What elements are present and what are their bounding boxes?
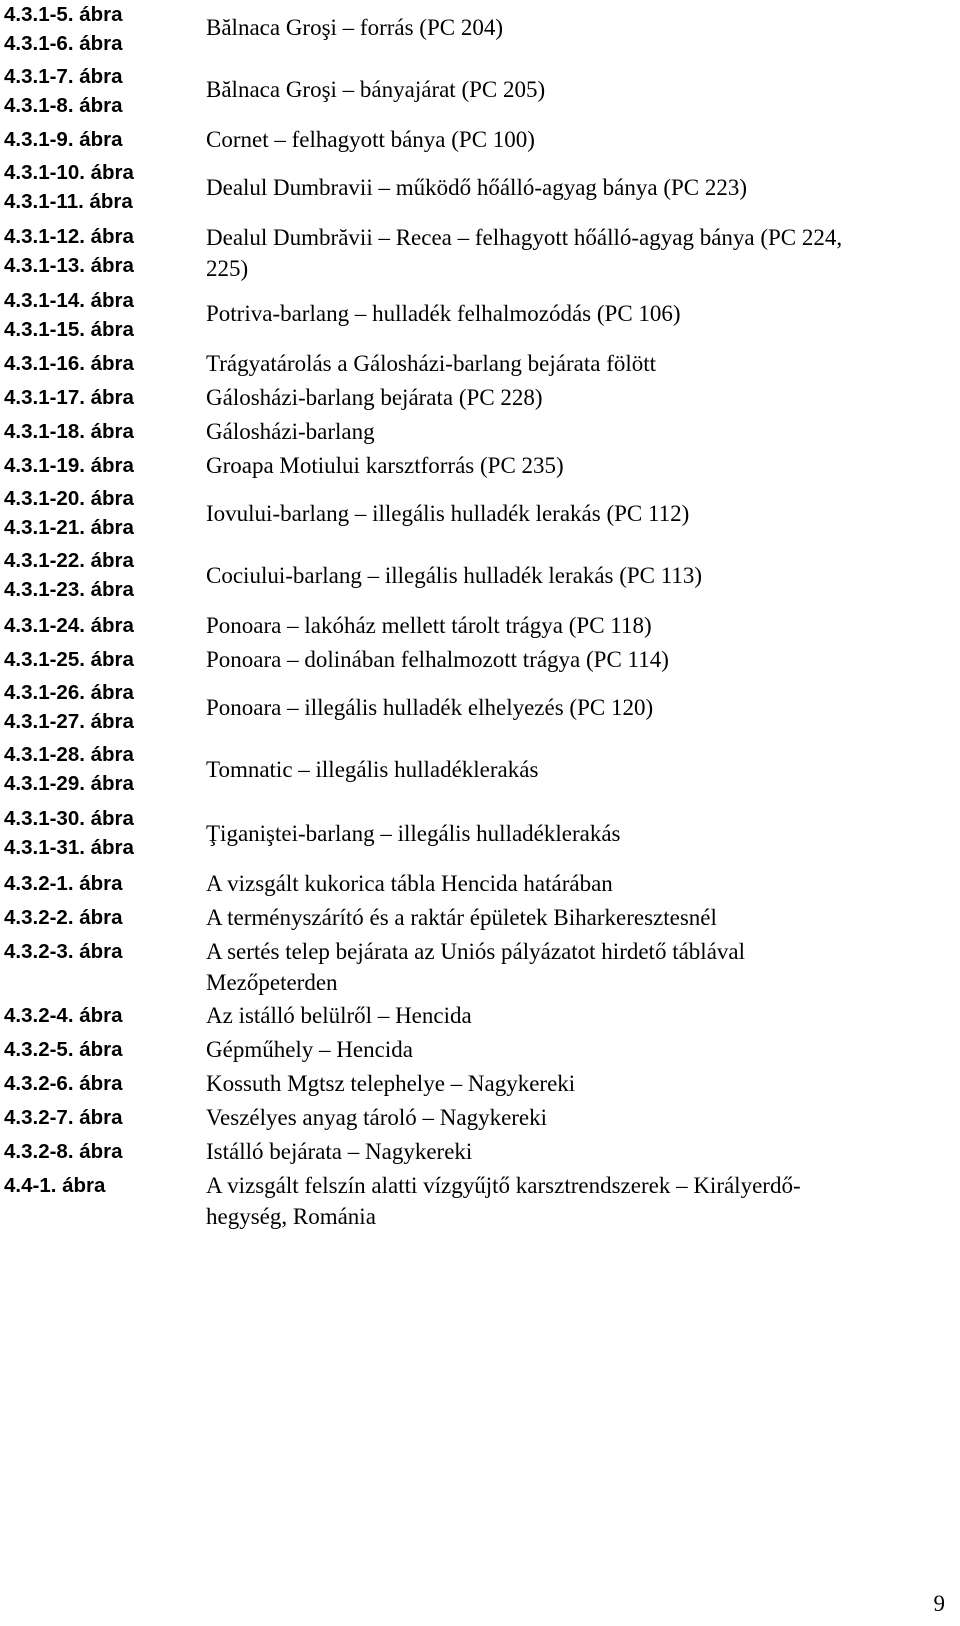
figure-caption-line: Ponoara – dolinában felhalmozott trágya (PC 114) <box>206 647 669 672</box>
figure-labels <box>4 450 194 481</box>
figure-caption <box>206 936 946 998</box>
figure-caption-line: Bălnaca Groşi – forrás (PC 204) <box>206 15 504 40</box>
figure-caption <box>206 416 946 447</box>
figure-caption-line: Gépműhely – Hencida <box>206 1037 413 1062</box>
figure-number: 4.3.1-6. ábra <box>4 32 123 55</box>
figure-caption-line: Cornet – felhagyott bánya (PC 100) <box>206 127 535 152</box>
figure-labels <box>4 902 194 933</box>
figure-labels <box>4 484 194 542</box>
figure-caption-line: Dealul Dumbravii – működő hőálló-agyag bánya (PC 223) <box>206 175 748 200</box>
figure-number: 4.3.1-7. ábra <box>4 65 123 88</box>
figure-caption <box>206 644 946 675</box>
figure-caption-line: A vizsgált kukorica tábla Hencida határában <box>206 871 613 896</box>
figure-number: 4.3.2-4. ábra <box>4 1004 123 1027</box>
figure-number: 4.3.1-26. ábra <box>4 681 134 704</box>
figure-caption-line: hegység, Románia <box>206 1204 376 1229</box>
figure-labels <box>4 1068 194 1099</box>
figure-number: 4.3.1-13. ábra <box>4 254 134 277</box>
figure-caption-line: Bălnaca Groşi – bányajárat (PC 205) <box>206 77 546 102</box>
figure-number: 4.3.2-1. ábra <box>4 872 123 895</box>
figure-caption <box>206 1000 946 1031</box>
figure-caption <box>206 902 946 933</box>
figure-caption <box>206 222 946 284</box>
figure-labels <box>4 222 194 280</box>
figure-caption <box>206 868 946 899</box>
figure-number: 4.3.2-6. ábra <box>4 1072 123 1095</box>
figure-caption-line: Ponoara – lakóház mellett tárolt trágya (PC 118) <box>206 613 652 638</box>
figure-labels <box>4 610 194 641</box>
figure-caption-line: A terményszárító és a raktár épületek Biharkeresztesnél <box>206 905 717 930</box>
figure-caption <box>206 692 946 723</box>
figure-number: 4.3.1-15. ábra <box>4 318 134 341</box>
figure-number: 4.3.2-8. ábra <box>4 1140 123 1163</box>
figure-number: 4.3.1-21. ábra <box>4 516 134 539</box>
figure-caption-line: Az istálló belülről – Hencida <box>206 1003 472 1028</box>
figure-number: 4.3.1-27. ábra <box>4 710 134 733</box>
figure-number: 4.3.1-31. ábra <box>4 836 134 859</box>
figure-labels <box>4 868 194 899</box>
figure-number: 4.3.1-8. ábra <box>4 94 123 117</box>
figure-number: 4.3.1-9. ábra <box>4 128 123 151</box>
figure-labels <box>4 62 194 120</box>
figure-caption-line: Cociului-barlang – illegális hulladék lerakás (PC 113) <box>206 563 703 588</box>
figure-labels <box>4 804 194 862</box>
figure-caption-line: Mezőpeterden <box>206 970 338 995</box>
figure-labels <box>4 348 194 379</box>
figure-labels <box>4 124 194 155</box>
figure-caption-line: A sertés telep bejárata az Uniós pályázatot hirdető táblával <box>206 939 745 964</box>
figure-caption <box>206 498 946 529</box>
figure-labels <box>4 546 194 604</box>
figure-labels <box>4 0 194 58</box>
figure-number: 4.3.2-2. ábra <box>4 906 123 929</box>
figure-number: 4.3.1-29. ábra <box>4 772 134 795</box>
figure-caption-line: Veszélyes anyag tároló – Nagykereki <box>206 1105 548 1130</box>
figure-number: 4.3.2-5. ábra <box>4 1038 123 1061</box>
figure-number: 4.3.1-11. ábra <box>4 190 133 213</box>
figure-caption <box>206 1136 946 1167</box>
figure-caption-line: Ponoara – illegális hulladék elhelyezés (PC 120) <box>206 695 654 720</box>
figure-caption <box>206 818 946 849</box>
page-number: 9 <box>933 1591 945 1616</box>
figure-number: 4.3.1-16. ábra <box>4 352 134 375</box>
figure-caption-line: Dealul Dumbrăvii – Recea – felhagyott hőálló-agyag bánya (PC 224, <box>206 225 843 250</box>
figure-number: 4.3.1-17. ábra <box>4 386 134 409</box>
figure-caption <box>206 74 946 105</box>
figure-labels <box>4 740 194 798</box>
figure-labels <box>4 158 194 216</box>
figure-caption <box>206 1102 946 1133</box>
figure-labels <box>4 1000 194 1031</box>
figure-labels <box>4 644 194 675</box>
figure-labels <box>4 286 194 344</box>
figure-labels <box>4 1170 194 1201</box>
figure-caption-line: Istálló bejárata – Nagykereki <box>206 1139 473 1164</box>
figure-number: 4.3.1-18. ábra <box>4 420 134 443</box>
figure-labels <box>4 1034 194 1065</box>
figure-caption-line: Groapa Motiului karsztforrás (PC 235) <box>206 453 564 478</box>
figure-caption <box>206 124 946 155</box>
figure-labels <box>4 936 194 967</box>
figure-labels <box>4 1102 194 1133</box>
figure-caption-line: Gálosházi-barlang <box>206 419 375 444</box>
figure-number: 4.3.2-3. ábra <box>4 940 123 963</box>
figure-caption-line: 225) <box>206 256 249 281</box>
figure-caption-line: Iovului-barlang – illegális hulladék lerakás (PC 112) <box>206 501 690 526</box>
figure-number: 4.3.2-7. ábra <box>4 1106 123 1129</box>
figure-number: 4.3.1-23. ábra <box>4 578 134 601</box>
figure-number: 4.3.1-12. ábra <box>4 225 134 248</box>
figure-number: 4.3.1-14. ábra <box>4 289 134 312</box>
figure-caption <box>206 12 946 43</box>
figure-number: 4.4-1. ábra <box>4 1174 106 1197</box>
figure-caption <box>206 754 946 785</box>
figure-caption-line: A vizsgált felszín alatti vízgyűjtő karsztrendszerek – Királyerdő- <box>206 1173 801 1198</box>
figure-caption <box>206 1034 946 1065</box>
figure-caption-line: Potriva-barlang – hulladék felhalmozódás (PC 106) <box>206 301 681 326</box>
figure-number: 4.3.1-10. ábra <box>4 161 134 184</box>
figure-caption <box>206 560 946 591</box>
figure-number: 4.3.1-22. ábra <box>4 549 134 572</box>
figure-number: 4.3.1-20. ábra <box>4 487 134 510</box>
figure-caption <box>206 172 946 203</box>
figure-number: 4.3.1-25. ábra <box>4 648 134 671</box>
figure-number: 4.3.1-5. ábra <box>4 3 123 26</box>
figure-number: 4.3.1-28. ábra <box>4 743 134 766</box>
figure-caption-line: Kossuth Mgtsz telephelye – Nagykereki <box>206 1071 576 1096</box>
figure-caption <box>206 348 946 379</box>
figure-caption <box>206 610 946 641</box>
figure-caption-line: Ţiganiştei-barlang – illegális hulladéklerakás <box>206 821 621 846</box>
figure-number: 4.3.1-30. ábra <box>4 807 134 830</box>
figure-number: 4.3.1-24. ábra <box>4 614 134 637</box>
figure-caption <box>206 1170 946 1232</box>
figure-caption <box>206 450 946 481</box>
figure-caption <box>206 298 946 329</box>
figure-caption-line: Trágyatárolás a Gálosházi-barlang bejárata fölött <box>206 351 657 376</box>
figure-number: 4.3.1-19. ábra <box>4 454 134 477</box>
figure-labels <box>4 382 194 413</box>
figure-caption <box>206 382 946 413</box>
figure-labels <box>4 1136 194 1167</box>
figure-caption-line: Gálosházi-barlang bejárata (PC 228) <box>206 385 543 410</box>
figure-caption-line: Tomnatic – illegális hulladéklerakás <box>206 757 539 782</box>
figure-labels <box>4 678 194 736</box>
figure-labels <box>4 416 194 447</box>
figure-caption <box>206 1068 946 1099</box>
